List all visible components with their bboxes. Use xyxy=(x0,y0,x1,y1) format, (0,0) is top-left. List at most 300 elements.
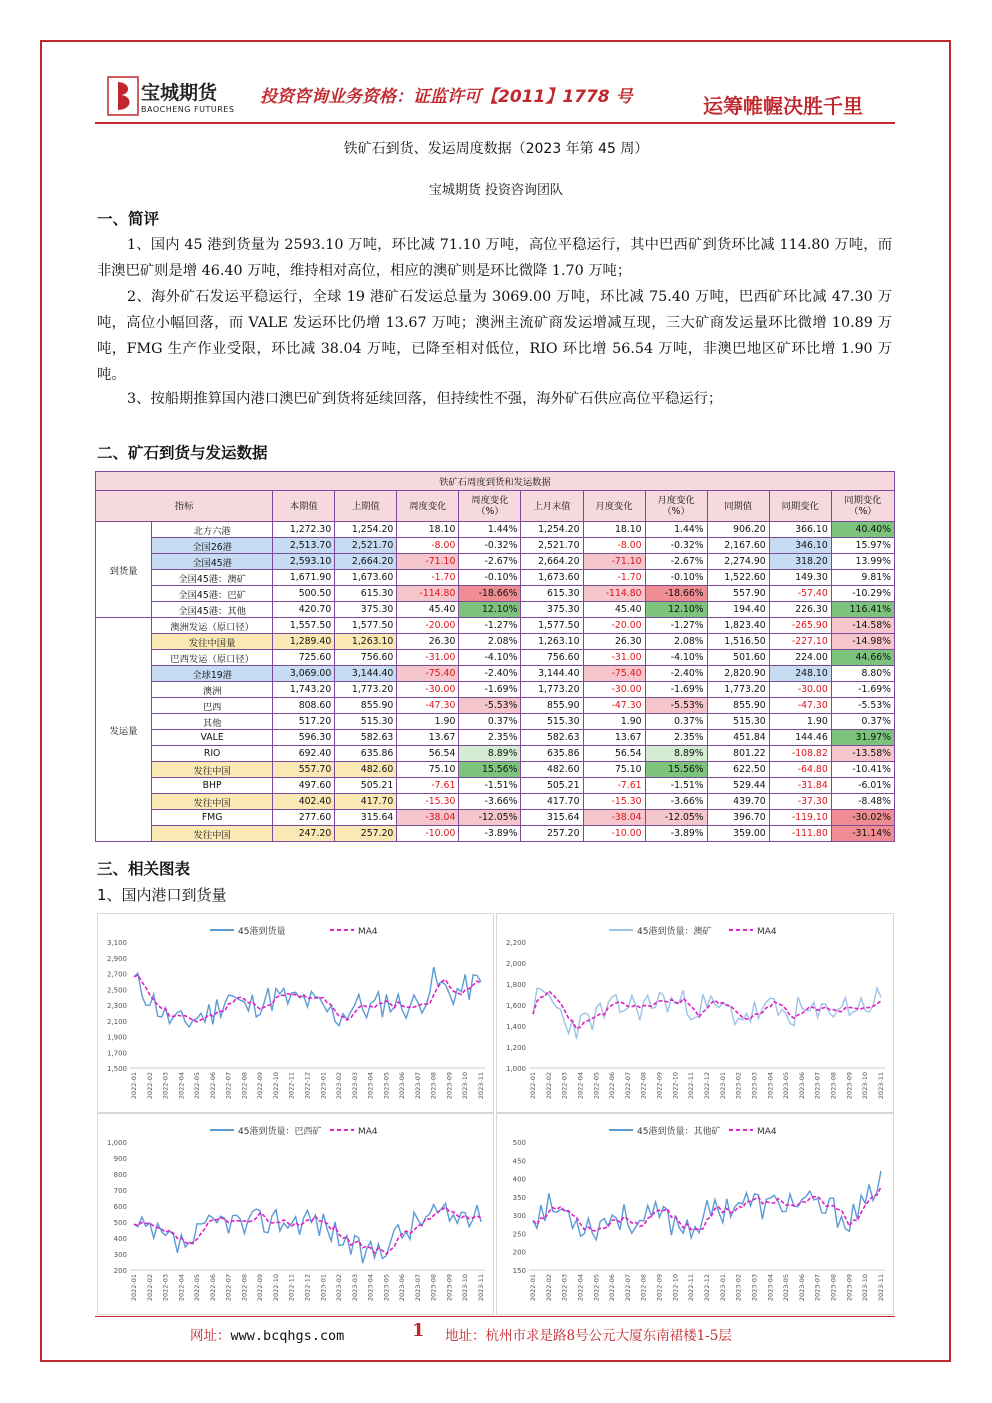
table-cell: -3.89% xyxy=(645,826,707,842)
table-cell: -119.10 xyxy=(769,810,831,826)
table-cell: 2,521.70 xyxy=(521,538,583,554)
table-cell: 1,671.90 xyxy=(273,570,335,586)
section-heading-charts: 三、相关图表 xyxy=(97,860,191,878)
table-cell: 31.97% xyxy=(831,730,894,746)
table-cell: 18.10 xyxy=(583,522,645,538)
x-tick-label: 2023-09 xyxy=(445,1072,454,1100)
y-tick-label: 2,100 xyxy=(106,1017,127,1026)
table-cell: 2.08% xyxy=(459,634,521,650)
chart-45-port-arrivals xyxy=(97,913,494,1113)
table-cell: 257.20 xyxy=(521,826,583,842)
table-cell: -8.48% xyxy=(831,794,894,810)
table-cell: 2,513.70 xyxy=(273,538,335,554)
x-tick-label: 2022-11 xyxy=(287,1274,296,1302)
table-cell: 1,773.20 xyxy=(521,682,583,698)
table-cell: -1.70 xyxy=(583,570,645,586)
table-cell: 500.50 xyxy=(273,586,335,602)
table-row-label: FMG xyxy=(152,810,273,826)
table-cell: 12.10% xyxy=(459,602,521,618)
table-cell: 366.10 xyxy=(769,522,831,538)
table-cell: 557.90 xyxy=(707,586,769,602)
table-row xyxy=(96,634,895,650)
x-tick-label: 2022-09 xyxy=(655,1072,664,1100)
table-cell: 1,577.50 xyxy=(335,618,397,634)
x-tick-label: 2023-05 xyxy=(382,1274,391,1302)
y-tick-label: 1,000 xyxy=(106,1139,127,1147)
table-cell: 529.44 xyxy=(707,778,769,794)
x-tick-label: 2023-02 xyxy=(734,1274,743,1302)
x-tick-label: 2022-11 xyxy=(287,1072,296,1100)
x-tick-label: 2023-02 xyxy=(335,1274,344,1302)
y-tick-label: 600 xyxy=(113,1203,127,1211)
table-cell: 44.66% xyxy=(831,650,894,666)
table-cell: 615.30 xyxy=(521,586,583,602)
table-cell: 582.63 xyxy=(521,730,583,746)
y-tick-label: 1,500 xyxy=(106,1065,127,1073)
table-cell: -20.00 xyxy=(583,618,645,634)
table-cell: -4.10% xyxy=(645,650,707,666)
y-tick-label: 400 xyxy=(113,1235,127,1243)
table-caption: 铁矿石周度到货和发运数据 xyxy=(96,472,895,491)
table-header-cell: 同期变化（%） xyxy=(831,491,894,522)
table-header-cell: 指标 xyxy=(96,491,273,522)
table-cell: 906.20 xyxy=(707,522,769,538)
table-cell: -1.27% xyxy=(459,618,521,634)
table-cell: 1,557.50 xyxy=(273,618,335,634)
table-cell: 1,773.20 xyxy=(707,682,769,698)
y-tick-label: 700 xyxy=(113,1187,127,1195)
table-cell: 622.50 xyxy=(707,762,769,778)
report-title: 铁矿石到货、发运周度数据（2023 年第 45 周） xyxy=(343,141,649,157)
x-tick-label: 2023-11 xyxy=(477,1274,485,1302)
y-tick-label: 200 xyxy=(512,1248,526,1257)
table-cell: -15.30 xyxy=(397,794,459,810)
x-tick-label: 2023-09 xyxy=(445,1274,454,1302)
table-row xyxy=(96,522,895,538)
legend-label-series: 45港到货量：澳矿 xyxy=(637,927,712,937)
y-tick-label: 200 xyxy=(113,1267,127,1275)
table-cell: -14.58% xyxy=(831,618,894,634)
x-tick-label: 2023-04 xyxy=(766,1072,775,1100)
table-cell: 226.30 xyxy=(769,602,831,618)
page-number: 1 xyxy=(412,1320,425,1341)
x-tick-label: 2022-08 xyxy=(240,1274,249,1302)
table-cell: 257.20 xyxy=(335,826,397,842)
qualification-text: 投资咨询业务资格：证监许可【2011】1778 号 xyxy=(260,87,633,107)
table-cell: 756.60 xyxy=(521,650,583,666)
legend-label-ma: MA4 xyxy=(358,927,378,937)
series-line xyxy=(134,967,481,1027)
table-cell: 13.99% xyxy=(831,554,894,570)
table-cell: 248.10 xyxy=(769,666,831,682)
table-cell: 1,522.60 xyxy=(707,570,769,586)
table-cell: 315.64 xyxy=(521,810,583,826)
table-row xyxy=(96,698,895,714)
x-tick-label: 2022-03 xyxy=(161,1072,170,1100)
ma4-line xyxy=(134,975,481,1022)
x-tick-label: 2022-02 xyxy=(544,1274,553,1302)
table-row-label: 发往中国量 xyxy=(152,634,273,650)
y-tick-label: 350 xyxy=(512,1193,526,1202)
table-cell: 420.70 xyxy=(273,602,335,618)
x-tick-label: 2022-12 xyxy=(703,1072,711,1100)
y-tick-label: 300 xyxy=(512,1212,526,1221)
slogan: 运筹帷幄决胜千里 xyxy=(703,94,863,118)
legend-label-ma: MA4 xyxy=(757,1127,777,1137)
table-cell: 557.70 xyxy=(273,762,335,778)
logo-text-cn: 宝城期货 xyxy=(141,82,218,104)
x-tick-label: 2022-06 xyxy=(208,1072,217,1100)
table-cell: 12.10% xyxy=(645,602,707,618)
table-cell: 194.40 xyxy=(707,602,769,618)
table-cell: 45.40 xyxy=(397,602,459,618)
table-cell: 375.30 xyxy=(335,602,397,618)
table-row-label: 巴西 xyxy=(152,698,273,714)
table-cell: 2.08% xyxy=(645,634,707,650)
table-cell: -265.90 xyxy=(769,618,831,634)
table-cell: 0.37% xyxy=(459,714,521,730)
table-cell: 1,254.20 xyxy=(335,522,397,538)
x-tick-label: 2022-01 xyxy=(130,1072,138,1100)
table-cell: -75.40 xyxy=(583,666,645,682)
report-author: 宝城期货 投资咨询团队 xyxy=(428,183,564,198)
table-row-label: 全国45港：巴矿 xyxy=(152,586,273,602)
table-row xyxy=(96,602,895,618)
table-header-cell: 同期值 xyxy=(707,491,769,522)
x-tick-label: 2023-03 xyxy=(350,1274,359,1302)
table-header-cell: 上期值 xyxy=(335,491,397,522)
table-cell: 149.30 xyxy=(769,570,831,586)
table-cell: 1,773.20 xyxy=(335,682,397,698)
table-cell: 1.44% xyxy=(459,522,521,538)
table-group-label: 发运量 xyxy=(96,618,152,842)
y-tick-label: 2,300 xyxy=(106,1002,127,1010)
table-cell: 501.60 xyxy=(707,650,769,666)
table-cell: -18.66% xyxy=(645,586,707,602)
series-line xyxy=(533,988,881,1039)
table-cell: -0.10% xyxy=(459,570,521,586)
table-cell: 0.37% xyxy=(831,714,894,730)
x-tick-label: 2023-03 xyxy=(750,1072,759,1100)
table-row-label: 全球19港 xyxy=(152,666,273,682)
x-tick-label: 2022-12 xyxy=(303,1274,312,1302)
table-row xyxy=(96,762,895,778)
chart-legend xyxy=(210,1125,378,1137)
table-cell: 116.41% xyxy=(831,602,894,618)
table-row-label: BHP xyxy=(152,778,273,794)
table-cell: 144.46 xyxy=(769,730,831,746)
y-tick-label: 2,000 xyxy=(505,960,526,968)
table-cell: -10.00 xyxy=(397,826,459,842)
table-cell: -5.53% xyxy=(459,698,521,714)
x-tick-label: 2022-03 xyxy=(161,1274,170,1302)
x-tick-label: 2022-01 xyxy=(529,1274,537,1302)
x-tick-label: 2022-12 xyxy=(303,1072,312,1100)
table-cell: -30.00 xyxy=(583,682,645,698)
table-cell: -0.32% xyxy=(459,538,521,554)
x-tick-label: 2022-05 xyxy=(592,1072,601,1100)
table-cell: -31.00 xyxy=(397,650,459,666)
chart-45-port-australia xyxy=(496,913,894,1113)
table-cell: 515.30 xyxy=(707,714,769,730)
table-cell: -1.27% xyxy=(645,618,707,634)
x-tick-label: 2023-10 xyxy=(861,1274,870,1302)
table-row-label: 发往中国 xyxy=(152,762,273,778)
x-tick-label: 2023-07 xyxy=(413,1072,422,1100)
table-cell: 56.54 xyxy=(397,746,459,762)
y-tick-label: 1,700 xyxy=(106,1049,127,1058)
table-row-label: 巴西发运（原口径） xyxy=(152,650,273,666)
table-cell: -14.98% xyxy=(831,634,894,650)
table-cell: -114.80 xyxy=(583,586,645,602)
table-cell: -3.66% xyxy=(645,794,707,810)
chart-legend xyxy=(609,1125,777,1137)
table-cell: 725.60 xyxy=(273,650,335,666)
table-cell: 417.70 xyxy=(335,794,397,810)
x-tick-label: 2022-03 xyxy=(560,1072,569,1100)
x-tick-label: 2023-07 xyxy=(413,1274,422,1302)
y-tick-label: 500 xyxy=(512,1139,526,1147)
table-cell: 75.10 xyxy=(397,762,459,778)
summary-para-2: 2、海外矿石发运平稳运行，全球 19 港矿石发运总量为 3069.00 万吨，环比减 75.40 万吨，巴西矿环比减 47.30 万吨，高位小幅回落，而 VALE 发运环比仍增 13.67 万吨；澳洲主流矿商发运增减互现，三大矿商发运量环比微增 10.89 万吨，FMG 生产作业受限，环比减 38.04 万吨，已降至相对低位，RIO 环比增 56.54 万吨，非澳巴地区矿环比增 1.90 万吨。 xyxy=(97,289,892,383)
table-cell: 3,144.40 xyxy=(335,666,397,682)
table-cell: 2,274.90 xyxy=(707,554,769,570)
ma4-line xyxy=(533,991,881,1029)
footer-divider xyxy=(95,1316,895,1317)
table-cell: -12.05% xyxy=(645,810,707,826)
y-tick-label: 1,900 xyxy=(106,1033,127,1042)
table-row xyxy=(96,714,895,730)
table-cell: -71.10 xyxy=(583,554,645,570)
x-tick-label: 2022-05 xyxy=(193,1274,202,1302)
table-cell: 2,820.90 xyxy=(707,666,769,682)
table-cell: 801.22 xyxy=(707,746,769,762)
x-tick-label: 2022-04 xyxy=(576,1072,585,1100)
table-cell: 359.00 xyxy=(707,826,769,842)
y-tick-label: 2,200 xyxy=(505,939,526,947)
x-tick-label: 2023-05 xyxy=(782,1072,791,1100)
table-cell: -1.51% xyxy=(459,778,521,794)
table-row-label: 发往中国 xyxy=(152,794,273,810)
y-tick-label: 250 xyxy=(512,1230,526,1239)
logo-mark-icon xyxy=(107,76,139,116)
x-tick-label: 2023-01 xyxy=(718,1072,727,1100)
table-cell: 2,593.10 xyxy=(273,554,335,570)
y-tick-label: 1,600 xyxy=(505,1002,526,1010)
company-logo xyxy=(107,76,257,116)
table-header-cell: 本期值 xyxy=(273,491,335,522)
table-cell: -30.02% xyxy=(831,810,894,826)
table-cell: 582.63 xyxy=(335,730,397,746)
x-tick-label: 2022-09 xyxy=(655,1274,664,1302)
summary-para-1: 1、国内 45 港到货量为 2593.10 万吨，环比减 71.10 万吨，高位平稳运行，其中巴西矿到货环比减 114.80 万吨，而非澳巴矿则是增 46.40 万吨，维持相对高位，相应的澳矿则是环比微降 1.70 万吨； xyxy=(97,237,892,279)
table-row xyxy=(96,746,895,762)
y-tick-label: 150 xyxy=(512,1267,526,1275)
table-cell: 15.56% xyxy=(645,762,707,778)
footer-website-url[interactable]: www.bcqhgs.com xyxy=(230,1328,345,1344)
table-cell: 635.86 xyxy=(335,746,397,762)
legend-label-ma: MA4 xyxy=(757,927,777,937)
y-tick-label: 1,800 xyxy=(505,981,526,989)
x-tick-label: 2022-02 xyxy=(544,1072,553,1100)
table-cell: -8.00 xyxy=(397,538,459,554)
y-tick-label: 2,500 xyxy=(106,986,127,995)
table-cell: -0.10% xyxy=(645,570,707,586)
table-cell: 3,144.40 xyxy=(521,666,583,682)
x-tick-label: 2023-09 xyxy=(845,1274,854,1302)
table-cell: 596.30 xyxy=(273,730,335,746)
x-tick-label: 2023-04 xyxy=(366,1274,375,1302)
table-cell: 15.56% xyxy=(459,762,521,778)
x-tick-label: 2023-01 xyxy=(319,1072,328,1100)
table-cell: 56.54 xyxy=(583,746,645,762)
table-cell: 1,516.50 xyxy=(707,634,769,650)
table-cell: 855.90 xyxy=(707,698,769,714)
footer-website-label: 网址： xyxy=(190,1328,231,1344)
table-cell: -227.10 xyxy=(769,634,831,650)
table-header-cell: 周度变化 xyxy=(397,491,459,522)
y-tick-label: 3,100 xyxy=(106,939,127,947)
chart-legend xyxy=(210,925,378,937)
table-row xyxy=(96,778,895,794)
x-tick-label: 2022-01 xyxy=(529,1072,537,1100)
table-cell: 1,577.50 xyxy=(521,618,583,634)
table-cell: 8.89% xyxy=(645,746,707,762)
data-table xyxy=(95,471,895,842)
table-cell: 315.64 xyxy=(335,810,397,826)
table-cell: 517.20 xyxy=(273,714,335,730)
x-tick-label: 2023-06 xyxy=(797,1072,806,1100)
table-cell: 2,664.20 xyxy=(521,554,583,570)
x-tick-label: 2023-04 xyxy=(766,1274,775,1302)
table-cell: -108.82 xyxy=(769,746,831,762)
x-tick-label: 2022-02 xyxy=(145,1274,154,1302)
table-cell: -114.80 xyxy=(397,586,459,602)
x-tick-label: 2023-09 xyxy=(845,1072,854,1100)
table-cell: 8.80% xyxy=(831,666,894,682)
table-cell: 855.90 xyxy=(335,698,397,714)
table-header-row xyxy=(96,491,895,522)
chart-45-port-other xyxy=(496,1113,894,1315)
table-cell: -3.89% xyxy=(459,826,521,842)
table-row-label: 全国45港：澳矿 xyxy=(152,570,273,586)
table-row xyxy=(96,554,895,570)
legend-label-series: 45港到货量：巴西矿 xyxy=(238,1127,322,1137)
table-row xyxy=(96,730,895,746)
table-cell: 1,289.40 xyxy=(273,634,335,650)
table-cell: 75.10 xyxy=(583,762,645,778)
table-cell: -38.04 xyxy=(583,810,645,826)
x-tick-label: 2023-07 xyxy=(813,1274,822,1302)
x-tick-label: 2022-05 xyxy=(592,1274,601,1302)
x-tick-label: 2022-08 xyxy=(639,1072,648,1100)
table-cell: -12.05% xyxy=(459,810,521,826)
table-cell: 396.70 xyxy=(707,810,769,826)
x-tick-label: 2022-07 xyxy=(623,1072,632,1100)
series-line xyxy=(134,1203,481,1263)
table-cell: -2.40% xyxy=(645,666,707,682)
table-cell: -2.67% xyxy=(645,554,707,570)
table-cell: -18.66% xyxy=(459,586,521,602)
x-tick-label: 2022-06 xyxy=(208,1274,217,1302)
x-tick-label: 2022-10 xyxy=(671,1072,680,1100)
table-cell: -4.10% xyxy=(459,650,521,666)
x-tick-label: 2022-10 xyxy=(271,1274,280,1302)
table-cell: -31.14% xyxy=(831,826,894,842)
x-tick-label: 2023-10 xyxy=(461,1274,470,1302)
x-tick-label: 2023-08 xyxy=(829,1072,838,1100)
table-cell: -5.53% xyxy=(645,698,707,714)
y-tick-label: 1,200 xyxy=(505,1044,526,1052)
table-group-label: 到货量 xyxy=(96,522,152,618)
table-cell: 224.00 xyxy=(769,650,831,666)
table-cell: -37.30 xyxy=(769,794,831,810)
y-tick-label: 1,400 xyxy=(505,1023,526,1031)
x-tick-label: 2022-10 xyxy=(271,1072,280,1100)
x-tick-label: 2022-12 xyxy=(703,1274,711,1302)
table-row xyxy=(96,618,895,634)
table-row-label: RIO xyxy=(152,746,273,762)
y-tick-label: 1,000 xyxy=(505,1065,526,1073)
table-cell: -2.40% xyxy=(459,666,521,682)
table-cell: 0.37% xyxy=(645,714,707,730)
table-cell: -13.58% xyxy=(831,746,894,762)
x-tick-label: 2023-03 xyxy=(350,1072,359,1100)
y-tick-label: 500 xyxy=(113,1219,127,1227)
table-row-label: VALE xyxy=(152,730,273,746)
table-cell: 9.81% xyxy=(831,570,894,586)
table-cell: -1.69% xyxy=(645,682,707,698)
table-cell: 1,263.10 xyxy=(521,634,583,650)
table-cell: 515.30 xyxy=(335,714,397,730)
table-cell: 2,521.70 xyxy=(335,538,397,554)
table-cell: -75.40 xyxy=(397,666,459,682)
table-cell: 13.67 xyxy=(397,730,459,746)
table-cell: -64.80 xyxy=(769,762,831,778)
x-tick-label: 2022-07 xyxy=(224,1072,233,1100)
table-cell: 1,673.60 xyxy=(335,570,397,586)
x-tick-label: 2022-08 xyxy=(240,1072,249,1100)
table-cell: -10.29% xyxy=(831,586,894,602)
table-cell: 505.21 xyxy=(521,778,583,794)
footer-website xyxy=(190,1324,344,1344)
table-cell: -10.00 xyxy=(583,826,645,842)
table-cell: 439.70 xyxy=(707,794,769,810)
x-tick-label: 2022-09 xyxy=(256,1072,265,1100)
table-cell: 451.84 xyxy=(707,730,769,746)
table-cell: -7.61 xyxy=(583,778,645,794)
x-tick-label: 2022-04 xyxy=(576,1274,585,1302)
x-tick-label: 2023-08 xyxy=(429,1072,438,1100)
table-row-label: 澳洲 xyxy=(152,682,273,698)
table-cell: 482.60 xyxy=(335,762,397,778)
table-cell: 2,664.20 xyxy=(335,554,397,570)
table-cell: -1.69% xyxy=(459,682,521,698)
table-cell: 505.21 xyxy=(335,778,397,794)
table-cell: 417.70 xyxy=(521,794,583,810)
table-cell: 375.30 xyxy=(521,602,583,618)
y-tick-label: 2,900 xyxy=(106,954,127,963)
x-tick-label: 2022-09 xyxy=(256,1274,265,1302)
table-row-label: 发往中国 xyxy=(152,826,273,842)
table-cell: -5.53% xyxy=(831,698,894,714)
table-cell: -71.10 xyxy=(397,554,459,570)
table-cell: 1.44% xyxy=(645,522,707,538)
table-row xyxy=(96,666,895,682)
table-cell: -6.01% xyxy=(831,778,894,794)
footer-address: 地址：杭州市求是路8号公元大厦东南裙楼1-5层 xyxy=(445,1328,732,1344)
table-cell: 1.90 xyxy=(769,714,831,730)
